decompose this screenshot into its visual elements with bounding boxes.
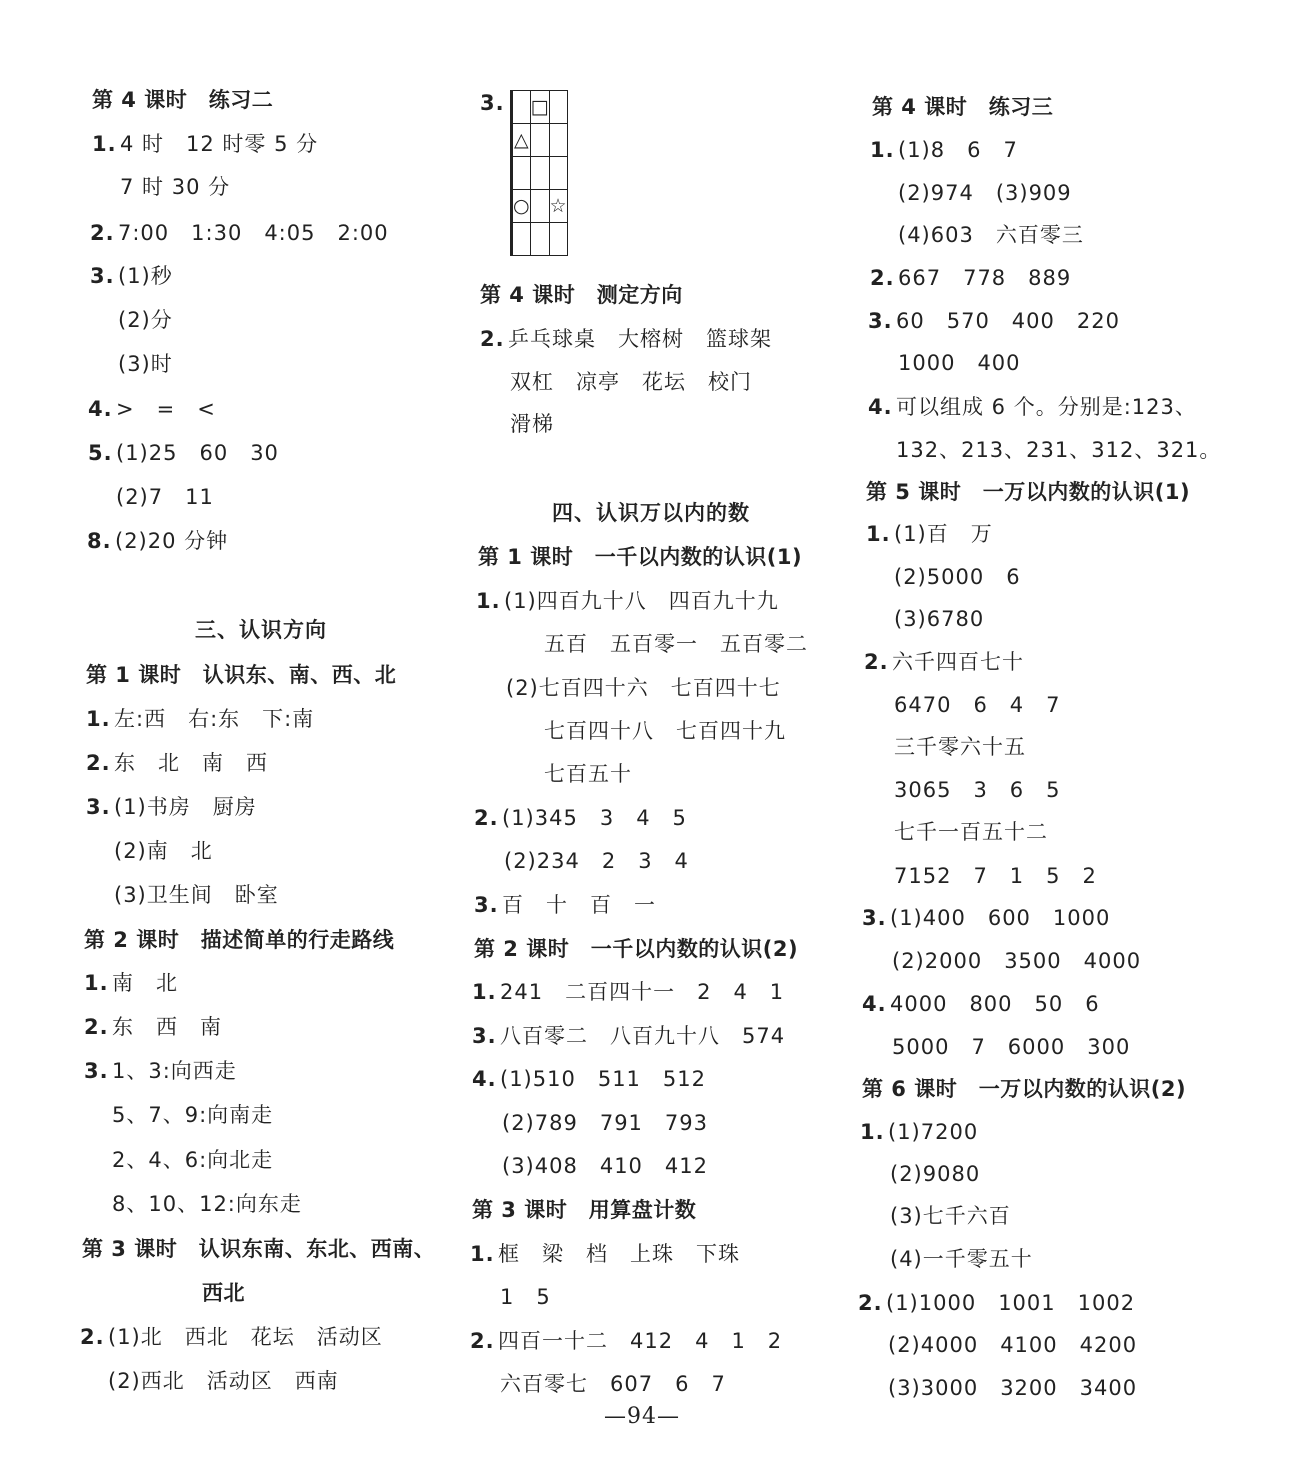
answer-line: 7152 7 1 5 2 (894, 864, 1097, 888)
answer-line: 1. (1)百 万 (866, 522, 993, 546)
answer-line: 7 时 30 分 (120, 175, 231, 199)
answer-line: (2)西北 活动区 西南 (108, 1369, 339, 1393)
answer-line: 5、7、9:向南走 (112, 1103, 274, 1127)
answer-line: 3. 1、3:向西走 (84, 1059, 237, 1083)
answer-line: 1. 4 时 12 时零 5 分 (92, 132, 319, 156)
answer-line: (2)分 (118, 308, 173, 332)
answer-line: (2)789 791 793 (502, 1111, 708, 1135)
star-symbol: ☆ (549, 190, 567, 223)
answer-line: 三千零六十五 (894, 735, 1026, 759)
answer-line: (2)5000 6 (894, 565, 1021, 589)
position-grid (510, 90, 568, 256)
answer-line: (2)7 11 (116, 485, 214, 509)
unit-title: 三、认识方向 (195, 618, 327, 642)
answer-line: 双杠 凉亭 花坛 校门 (510, 370, 752, 394)
page-number: —94— (604, 1404, 680, 1429)
circle-symbol: ○ (513, 190, 531, 223)
lesson-title: 第 6 课时 一万以内数的认识(2) (862, 1077, 1187, 1101)
answer-line: (4)一千零五十 (890, 1247, 1033, 1271)
answer-line: 1 5 (500, 1285, 551, 1309)
answer-line: (2)4000 4100 4200 (888, 1333, 1138, 1357)
answer-line: 4. > = < (88, 397, 216, 421)
answer-line: 5000 7 6000 300 (892, 1035, 1131, 1059)
lesson-title: 第 1 课时 认识东、南、西、北 (86, 663, 397, 687)
question-number: 3. (480, 91, 505, 115)
answer-line: 132、213、231、312、321。 (896, 438, 1222, 462)
answer-line: 1. (1)7200 (860, 1120, 979, 1144)
answer-line: 2. (1)1000 1001 1002 (858, 1291, 1136, 1315)
answer-line: (2)974 (3)909 (898, 181, 1072, 205)
lesson-title: 第 4 课时 练习三 (872, 95, 1054, 119)
answer-line: 1000 400 (898, 351, 1021, 375)
answer-line: (3)七千六百 (890, 1204, 1011, 1228)
lesson-title: 第 3 课时 用算盘计数 (472, 1198, 697, 1222)
answer-line: (2)七百四十六 七百四十七 (506, 676, 781, 700)
answer-line: 4. (1)510 511 512 (472, 1067, 706, 1091)
lesson-title: 第 1 课时 一千以内数的认识(1) (478, 545, 803, 569)
answer-line: 五百 五百零一 五百零二 (544, 632, 808, 656)
answer-line: 2. 六千四百七十 (864, 650, 1024, 674)
answer-line: 七百四十八 七百四十九 (544, 719, 786, 743)
lesson-title: 第 3 课时 认识东南、东北、西南、 (82, 1237, 436, 1261)
answer-line: 1. 框 梁 档 上珠 下珠 (470, 1242, 740, 1266)
answer-line: 3. 八百零二 八百九十八 574 (472, 1024, 786, 1048)
answer-line: (3)3000 3200 3400 (888, 1376, 1138, 1400)
answer-line: 3. 60 570 400 220 (868, 309, 1120, 333)
answer-line: (3)时 (118, 352, 173, 376)
answer-line: 1. (1)四百九十八 四百九十九 (476, 589, 779, 613)
answer-line: (3)卫生间 卧室 (114, 883, 279, 907)
lesson-title: 第 2 课时 一千以内数的认识(2) (474, 937, 799, 961)
answer-line: 1. 左:西 右:东 下:南 (86, 707, 315, 731)
answer-line: 3. 百 十 百 一 (474, 893, 656, 917)
answer-line: 2. (1)345 3 4 5 (474, 806, 687, 830)
answer-line: 3. (1)400 600 1000 (862, 906, 1111, 930)
unit-title: 四、认识万以内的数 (552, 501, 750, 525)
answer-line: 8、10、12:向东走 (112, 1192, 302, 1216)
answer-line: 2. 667 778 889 (870, 266, 1072, 290)
answer-line: 6470 6 4 7 (894, 693, 1061, 717)
answer-line: 3. (1)书房 厨房 (86, 795, 257, 819)
answer-line: (2)2000 3500 4000 (892, 949, 1142, 973)
answer-line: 七百五十 (544, 762, 632, 786)
lesson-title: 第 5 课时 一万以内数的认识(1) (866, 480, 1191, 504)
answer-line: 1. (1)8 6 7 (870, 138, 1018, 162)
answer-line: (4)603 六百零三 (898, 223, 1084, 247)
answer-line: 七千一百五十二 (894, 820, 1048, 844)
lesson-title-cont: 西北 (202, 1281, 245, 1305)
answer-line: 2. 东 西 南 (84, 1015, 222, 1039)
answer-line: 2. 乒乓球桌 大榕树 篮球架 (480, 327, 772, 351)
triangle-symbol: △ (513, 124, 531, 157)
answer-line: (3)408 410 412 (502, 1154, 708, 1178)
answer-line: 1. 241 二百四十一 2 4 1 (472, 980, 785, 1004)
answer-line: (2)234 2 3 4 (504, 849, 689, 873)
answer-line: 5. (1)25 60 30 (88, 441, 279, 465)
answer-line: 2. 7:00 1:30 4:05 2:00 (90, 221, 389, 245)
answer-line: 滑梯 (510, 412, 554, 436)
square-symbol: □ (530, 91, 549, 124)
answer-line: 2. (1)北 西北 花坛 活动区 (80, 1325, 383, 1349)
lesson-title: 第 4 课时 测定方向 (480, 283, 683, 307)
answer-line: 2. 东 北 南 西 (86, 751, 268, 775)
answer-line: (2)南 北 (114, 839, 213, 863)
answer-line: 3. (1)秒 (90, 264, 173, 288)
answer-line: 2. 四百一十二 412 4 1 2 (470, 1329, 783, 1353)
answer-line: 4. 4000 800 50 6 (862, 992, 1100, 1016)
lesson-title: 第 2 课时 描述简单的行走路线 (84, 928, 395, 952)
answer-line: 8. (2)20 分钟 (87, 529, 229, 553)
answer-line: 4. 可以组成 6 个。分别是:123、 (868, 395, 1197, 419)
lesson-title: 第 4 课时 练习二 (92, 88, 274, 112)
answer-line: 1. 南 北 (84, 971, 178, 995)
answer-line: 六百零七 607 6 7 (500, 1372, 726, 1396)
answer-line: 2、4、6:向北走 (112, 1148, 274, 1172)
answer-line: (2)9080 (890, 1162, 981, 1186)
answer-line: 3065 3 6 5 (894, 778, 1061, 802)
answer-line: (3)6780 (894, 607, 985, 631)
